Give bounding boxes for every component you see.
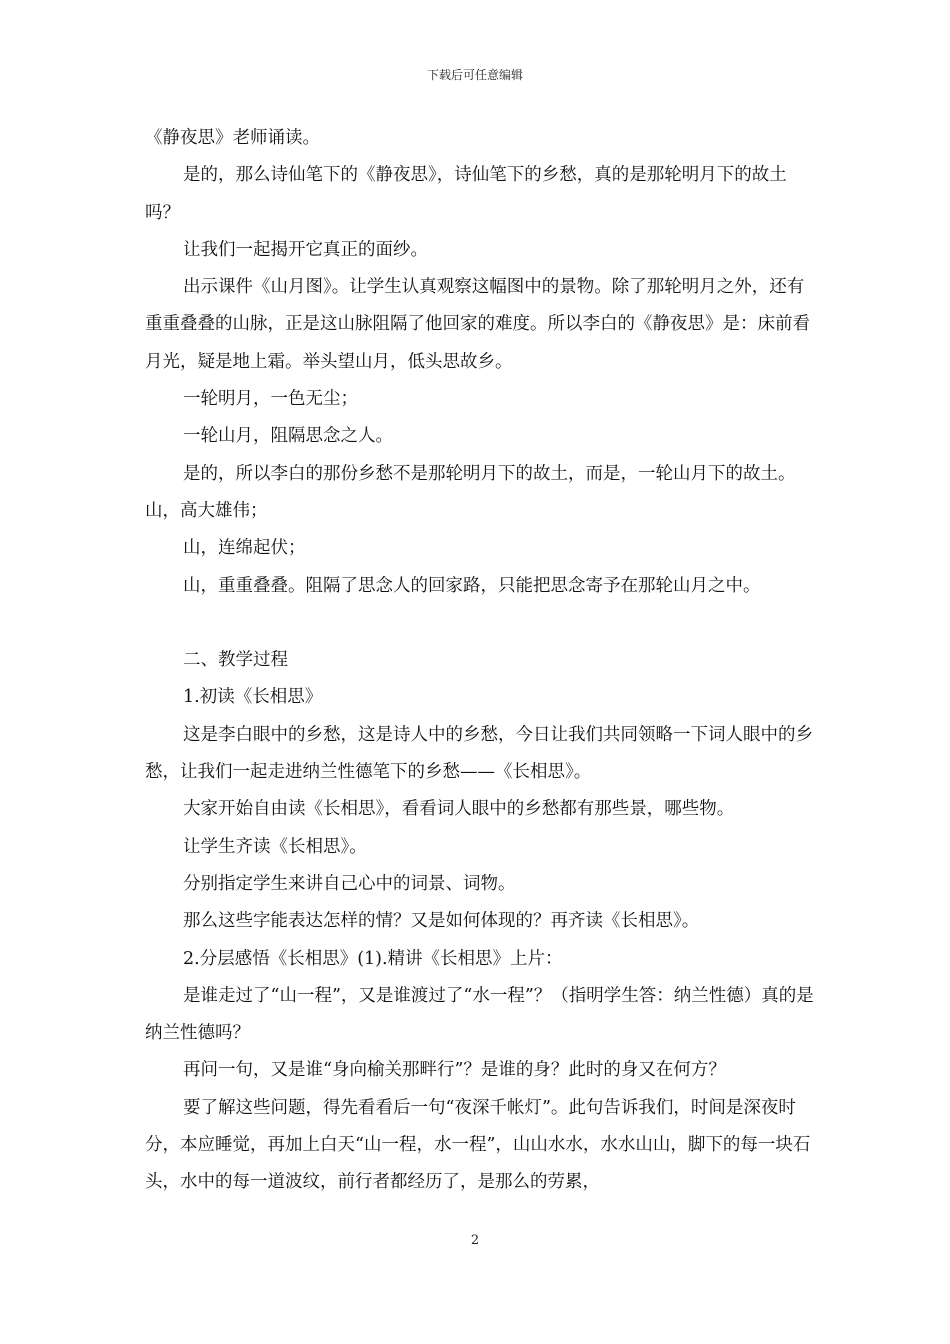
paragraph: 是的，那么诗仙笔下的《静夜思》，诗仙笔下的乡愁，真的是那轮明月下的故土吗？ xyxy=(145,165,787,223)
paragraph: 让学生齐读《长相思》。 xyxy=(183,836,367,857)
page-header: 下载后可任意编辑 xyxy=(426,68,523,82)
paragraph: 山，连绵起伏； xyxy=(183,538,306,559)
paragraph: 要了解这些问题，得先看看后一句“夜深千帐灯”。此句告诉我们，时间是深夜时分，本应睡觉，再加上白天“山一程，水一程”，山山水水，水水山山，脚下的每一块石头，水中的每一道波纹，前行者都经历了，是那么的劳累， xyxy=(145,1097,811,1193)
subsection-heading: 1.初读《长相思》 xyxy=(183,687,323,708)
paragraph: 一轮山月，阻隔思念之人。 xyxy=(183,426,393,447)
paragraph: 大家开始自由读《长相思》，看看词人眼中的乡愁都有那些景，哪些物。 xyxy=(183,799,735,820)
document-body xyxy=(145,120,817,1202)
paragraph: 是的，所以李白的那份乡愁不是那轮明月下的故土，而是，一轮山月下的故土。山，高大雄伟； xyxy=(145,463,796,521)
page-number: 2 xyxy=(470,1233,480,1248)
paragraph: 山，重重叠叠。阻隔了思念人的回家路，只能把思念寄予在那轮山月之中。 xyxy=(183,575,761,596)
paragraph: 这是李白眼中的乡愁，这是诗人中的乡愁，今日让我们共同领略一下词人眼中的乡愁，让我们一起走进纳兰性德笔下的乡愁——《长相思》。 xyxy=(145,724,813,783)
subsection-heading: 2.分层感悟《长相思》(1).精讲《长相思》上片： xyxy=(183,948,563,969)
paragraph: 一轮明月，一色无尘； xyxy=(183,389,358,410)
section-heading: 二、教学过程 xyxy=(183,650,288,671)
paragraph: 分别指定学生来讲自己心中的词景、词物。 xyxy=(183,873,516,894)
paragraph-spacer xyxy=(145,605,817,642)
paragraph: 是谁走过了“山一程”，又是谁渡过了“水一程”？（指明学生答：纳兰性德）真的是纳兰性德吗？ xyxy=(145,985,814,1044)
paragraph: 让我们一起揭开它真正的面纱。 xyxy=(183,239,428,260)
paragraph: 那么这些字能表达怎样的情？又是如何体现的？再齐读《长相思》。 xyxy=(183,911,700,932)
paragraph: 再问一句，又是谁“身向榆关那畔行”？是谁的身？此时的身又在何方？ xyxy=(183,1060,726,1081)
paragraph: 出示课件《山月图》。让学生认真观察这幅图中的景物。除了那轮明月之外，还有重重叠叠的山脉，正是这山脉阻隔了他回家的难度。所以李白的《静夜思》是：床前看月光，疑是地上霜。举头望山月，低头思故乡。 xyxy=(145,277,810,372)
paragraph: 《静夜思》老师诵读。 xyxy=(145,128,320,148)
